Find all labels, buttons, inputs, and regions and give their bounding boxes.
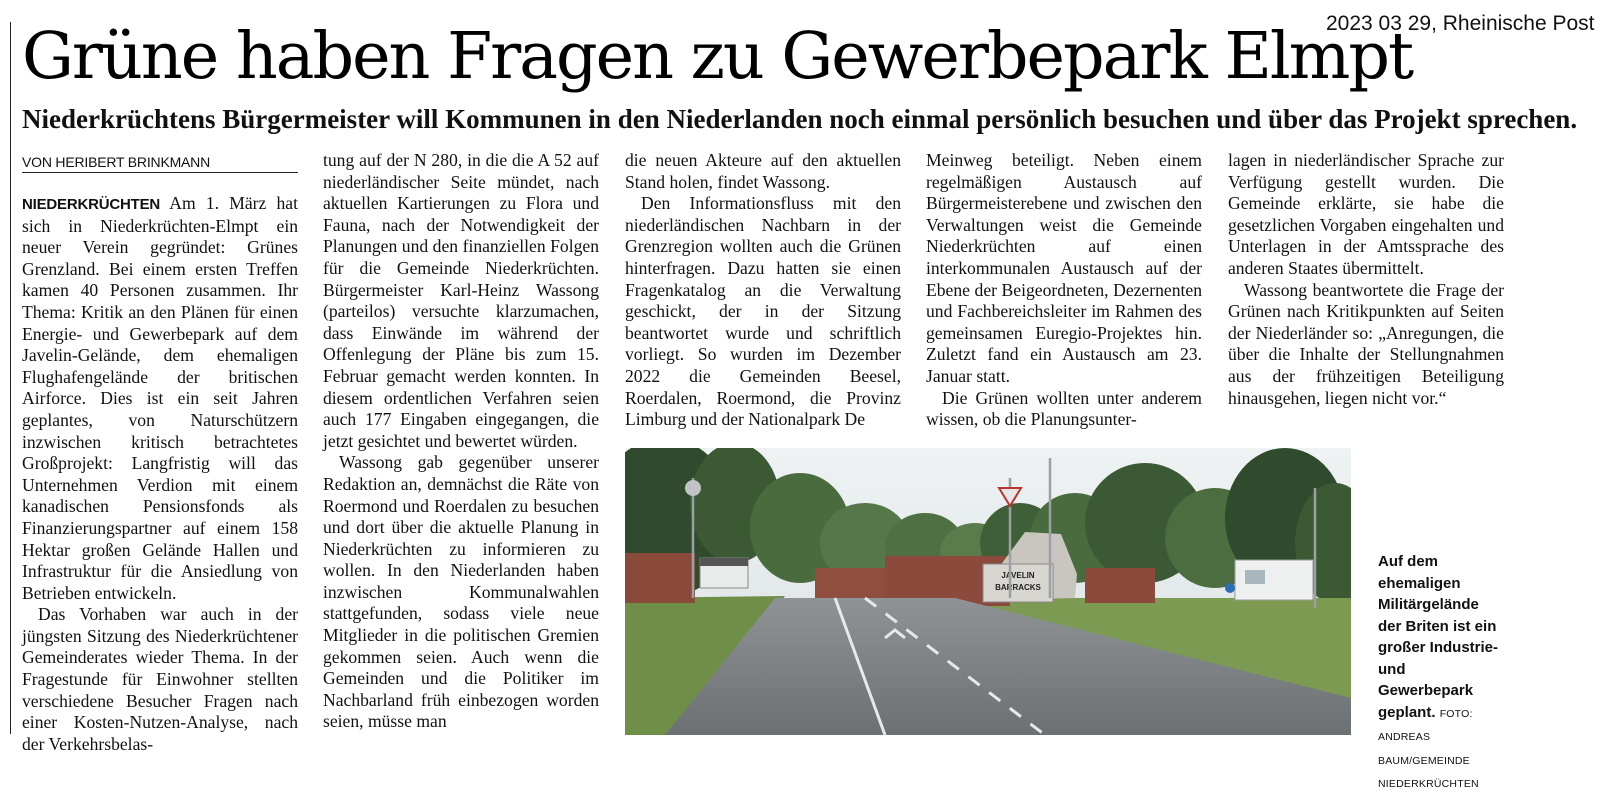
article-column-3 [625, 150, 901, 431]
brick-wall-center [815, 568, 885, 603]
paragraph: Meinweg beteiligt. Neben einem regelmäßigen Austausch auf Bürgermeisterebene und zwischen den Verwaltungen weist die Gemeinde Niederkrüchten auf einen interkommunalen Austausch auf der Ebene der Beigeordneten, Dezernenten und Fachbereichsleiter im Rahmen des gemeinsamen Euregio-Projektes hin. Zuletzt fand ein Austausch am 23. Januar statt. [926, 150, 1202, 386]
source-date-label: 2023 03 29, Rheinische Post [1326, 12, 1595, 35]
paragraph: Das Vorhaben war auch in der jüngsten Sitzung des Niederkrüchtener Gemeinderates wieder Thema. In der Fragestunde für Einwohner stellten verschiedene Besucher Fragen nach einer Kosten-Nutzen-Analyse, nach der Verkehrsbelas- [22, 604, 298, 754]
article-column-2 [323, 150, 599, 733]
road-sign [1225, 583, 1235, 593]
paragraph: Wassong gab gegenüber unserer Redaktion an, demnächst die Räte von Roermond und Roerdalen zu besuchen und dort über die aktuelle Planung in Niederkrüchten zu informieren zu wollen. In den Niederlanden haben inzwischen Kommunalwahlen stattgefunden, sodass viele neue Mitglieder in die politischen Gremien gekommen seien. Auch wenn die Gemeinden und die Politiker im Nachbarland früh einbezogen worden seien, müsse man [323, 452, 599, 732]
paragraph: Die Grünen wollten unter anderem wissen, ob die Planungsunter- [926, 387, 1202, 430]
paragraph [22, 193, 298, 604]
article-column-4 [926, 150, 1202, 431]
paragraph-text: Am 1. März hat sich in Niederkrüchten-Elmpt ein neuer Verein gegründet: Grünes Grenzland. Bei einem ersten Treffen kamen 40 Personen zusammen. Ihr Thema: Kritik an den Plänen für einen Energie- und Gewerbepark auf dem Javelin-Gelände, dem ehemaligen Flughafengelände der britischen Airforce. Dies ist ein seit Jahren geplantes, von Naturschützern inzwischen kritisch betrachtetes Großprojekt: Langfristig will das Unternehmen Verdion mit einem kanadischen Pensionsfonds als Finanzierungspartner auf einem 158 Hektar großen Gelände Hallen und Infrastruktur für die Ansiedlung von Betrieben entwickeln. [22, 193, 298, 603]
dateline: NIEDERKRÜCHTEN [22, 196, 161, 213]
subheadline: Niederkrüchtens Bürgermeister will Kommunen in den Niederlanden noch einmal persönlich besuchen und über das Projekt sprechen. [22, 104, 1578, 134]
paragraph: Den Informationsfluss mit den niederländischen Nachbarn in der Grenzregion wollten auch die Grünen hinterfragen. Dazu hatten sie einen Fragenkatalog an die Verwaltung geschickt, der in der Sitzung beantwortet wurde und schriftlich vorliegt. So wurden im Dezember 2022 die Gemeinden Beesel, Roerdalen, Roermond, die Provinz Limburg und der Nationalpark De [625, 193, 901, 430]
photo-illustration [625, 448, 1351, 735]
portacabin-window [1245, 570, 1265, 584]
article-column-1 [22, 193, 298, 755]
paragraph: lagen in niederländischer Sprache zur Verfügung gestellt wurden. Die Gemeinde erklärte, sie habe die gesetzlichen Vorgaben eingehalten und Unterlagen in der Amtssprache des anderen Staates übermittelt. [1228, 150, 1504, 278]
byline: VON HERIBERT BRINKMANN [22, 153, 298, 173]
brick-wall-far-right [1085, 568, 1155, 603]
headline: Grüne haben Fragen zu Gewerbepark Elmpt [22, 19, 1413, 94]
paragraph: Wassong beantwortete die Frage der Grünen nach Kritikpunkten auf Seiten der Niederländer so: „Anregungen, die über die Inhalte der Stellungnahmen aus der frühzeitigen Beteiligung hinausgehen, liegen nicht vor.“ [1228, 279, 1504, 408]
article-photo [625, 448, 1351, 735]
photo-caption [1378, 551, 1502, 796]
gatehouse-roof [700, 558, 748, 566]
sign-line-2: BARRACKS [995, 583, 1041, 592]
paragraph: tung auf der N 280, in die die A 52 auf niederländischer Seite mündet, nach aktuellen Kartierungen zu Flora und Fauna, nach der Notwendigkeit der Planungen und den finanziellen Folgen für die Gemeinde Niederkrüchten. Bürgermeister Karl-Heinz Wassong (parteilos) versuchte klarzumachen, dass Einwände im während der Offenlegung der Pläne bis zum 15. Februar gemacht werden konnten. In diesem ordentlichen Verfahren seien auch 177 Eingaben eingegangen, die jetzt gesichtet und bewertet würden. [323, 150, 599, 451]
brick-wall-left [625, 553, 695, 603]
paragraph: die neuen Akteure auf den aktuellen Stand holen, findet Wassong. [625, 150, 901, 192]
sign-line-1: JAVELIN [1001, 571, 1035, 580]
traffic-sign [685, 480, 701, 496]
photo-credit: FOTO: ANDREAS BAUM/GEMEINDE NIEDERKRÜCHTEN [1378, 707, 1479, 790]
caption-text: Auf dem ehemaligen Militärgelände der Briten ist ein großer Industrie- und Gewerbepark geplant. [1378, 553, 1499, 721]
left-column-rule [10, 22, 11, 734]
article-column-5 [1228, 150, 1504, 409]
